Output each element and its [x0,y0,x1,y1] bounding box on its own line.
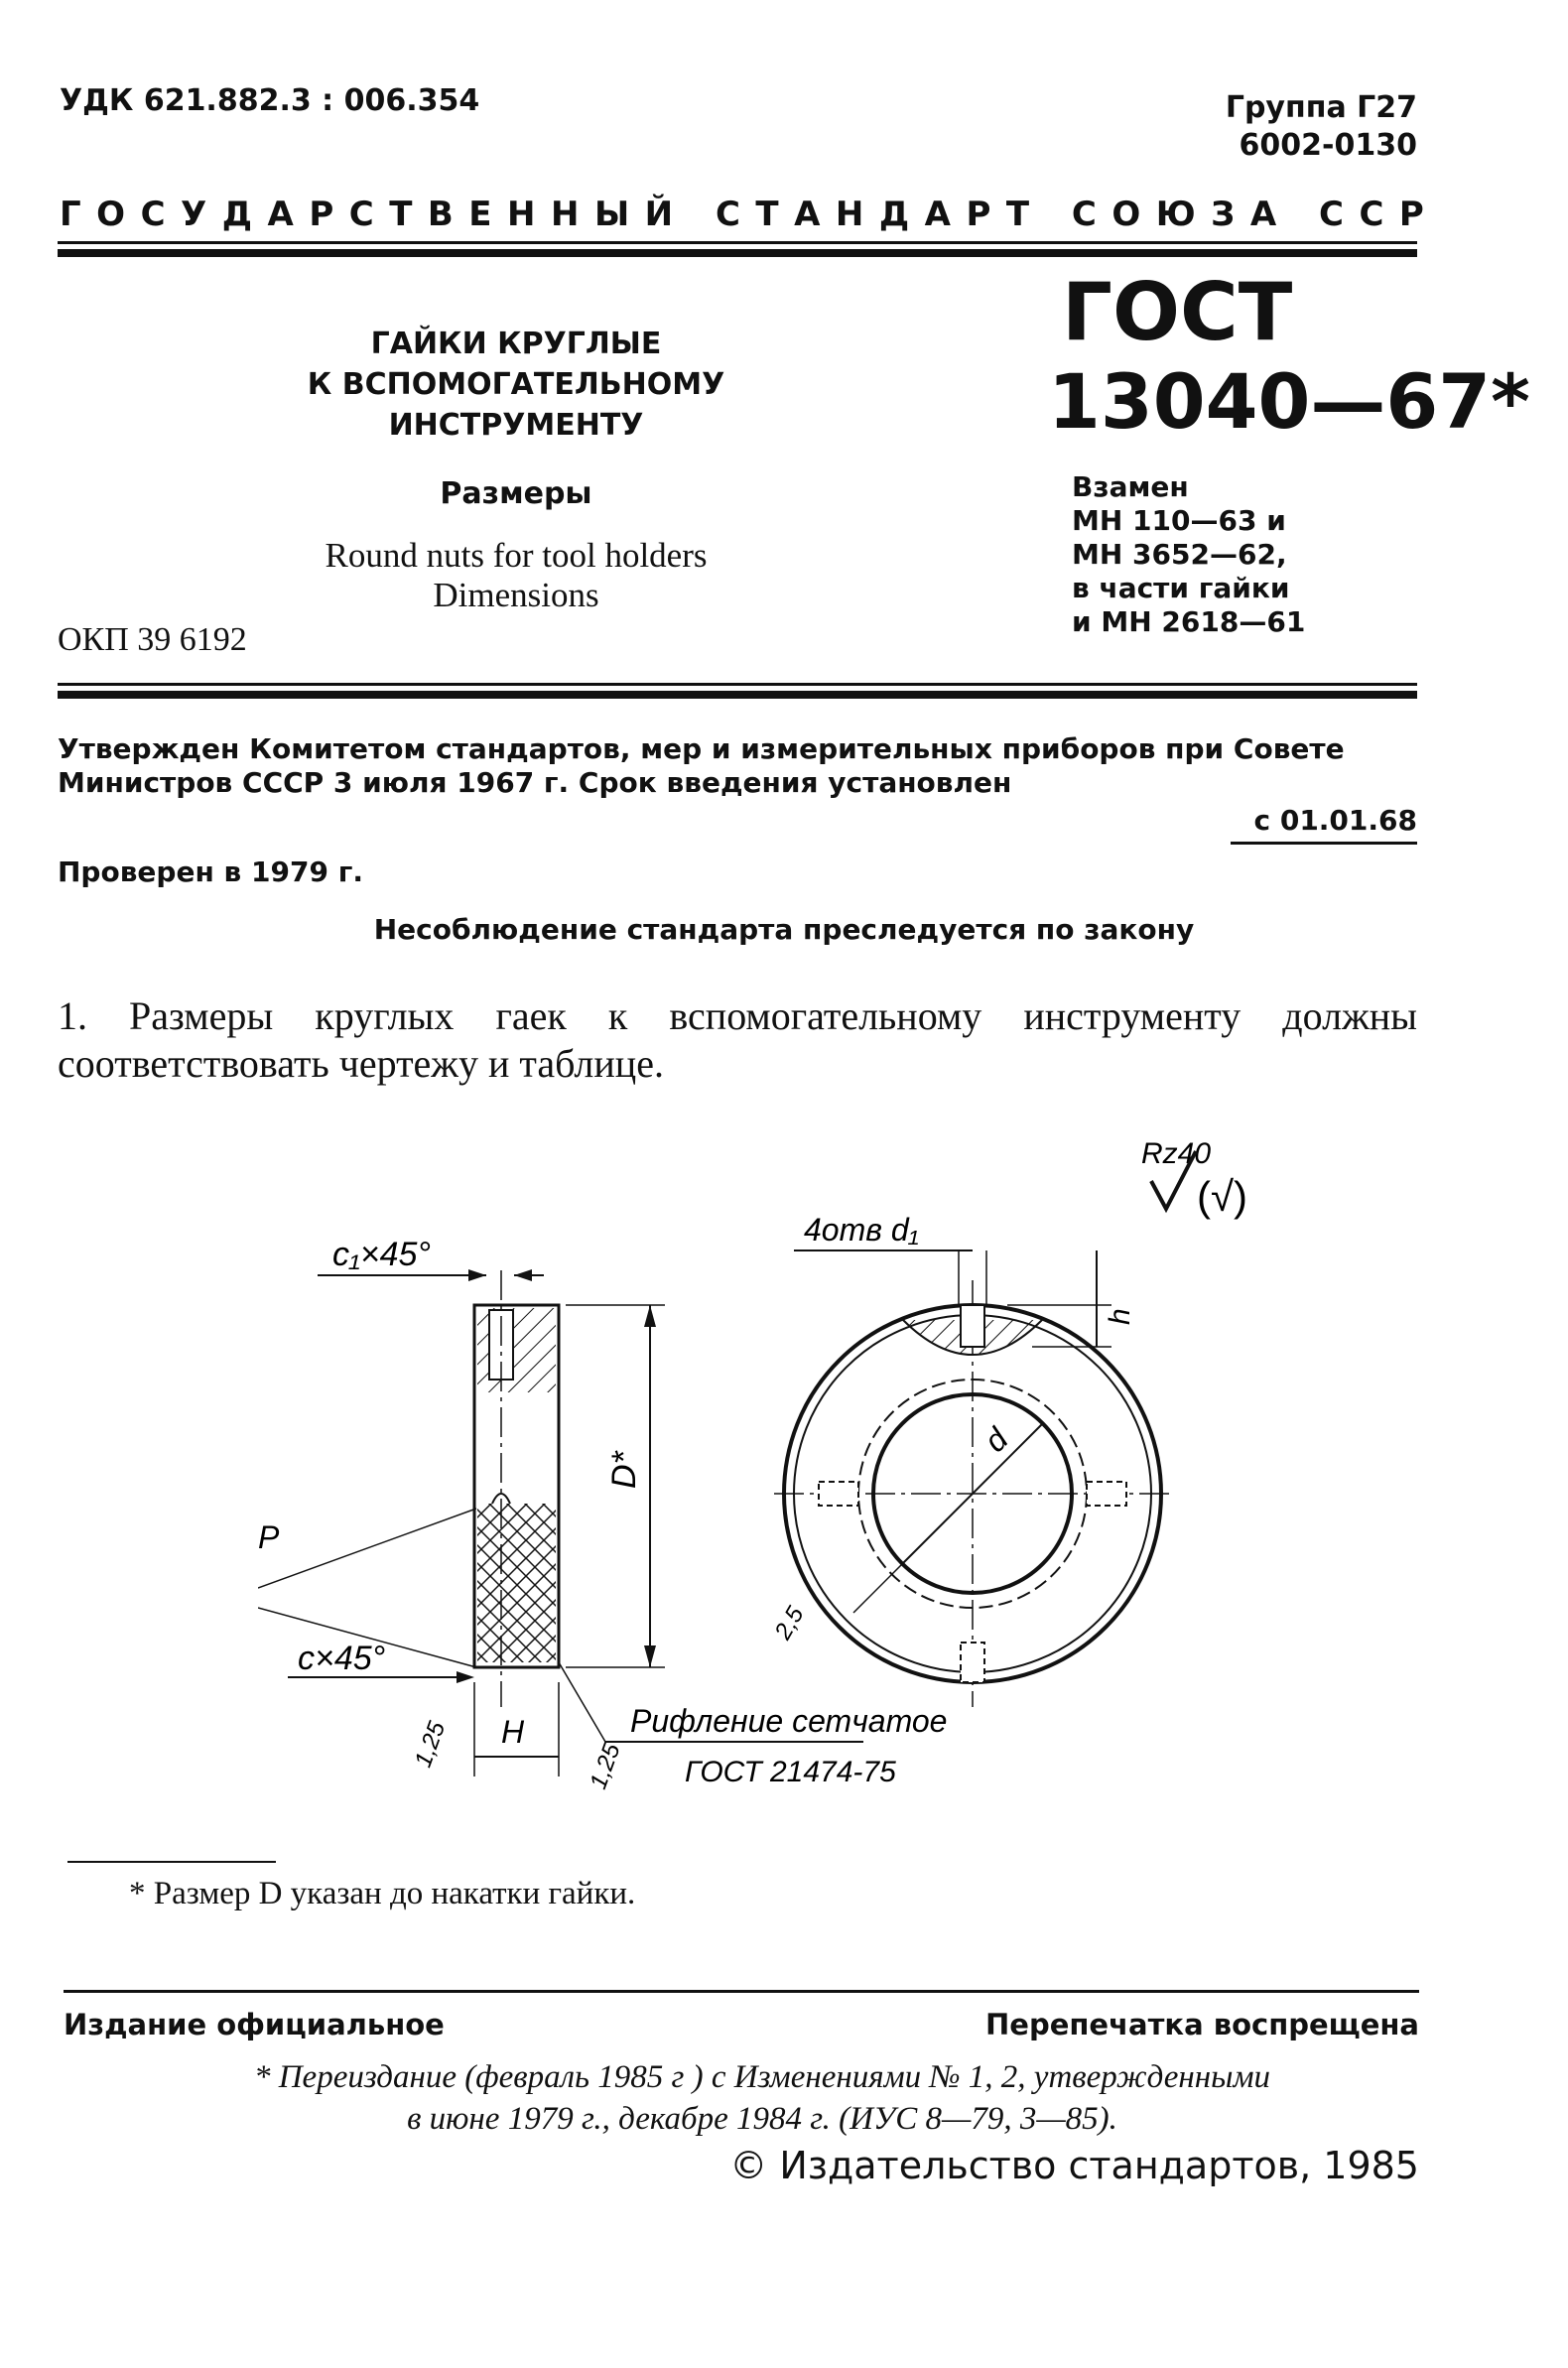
reissue-line-2: в июне 1979 г., декабре 1984 г. (ИУС 8—79, 3—85). [407,2101,1117,2137]
title-line-3: ИНСТРУМЕНТУ [388,408,644,443]
group-code [1226,89,1417,165]
label-c1: c₁×45° [332,1236,431,1273]
effective-date: с 01.01.68 [1253,804,1417,837]
roughness-symbol [1141,1137,1247,1220]
replaces-line-2: МН 110—63 и [1072,504,1286,537]
label-H: H [501,1714,525,1750]
document-subtitle: Размеры [440,476,592,511]
side-view [258,1236,947,1792]
english-title-line-1: Round nuts for tool holders [325,536,708,575]
copyright: © Издательство стандартов, 1985 [729,2144,1419,2187]
title-rule-thin [58,683,1417,686]
label-2-5: 2,5 [769,1602,810,1644]
okp-code: ОКП 39 6192 [58,621,247,658]
label-125-left: 1,25 [409,1718,452,1772]
footnote-rule [67,1861,276,1863]
reprint-prohibited: Перепечатка воспрещена [985,2008,1419,2041]
checked-note: Проверен в 1979 г. [58,855,363,888]
udk-code: УДК 621.882.3 : 006.354 [60,83,480,118]
group-line-2: 6002-0130 [1239,128,1417,163]
replaces-block [1072,470,1419,639]
reissue-note [147,2056,1377,2140]
replaces-line-5: и МН 2618—61 [1072,605,1306,638]
header-rule-thick [58,249,1417,257]
technical-drawing [258,1112,1350,1826]
label-D: D* [605,1451,643,1489]
knurl-standard: ГОСТ 21474-75 [685,1756,896,1788]
approval-text: Утвержден Комитетом стандартов, мер и измерительных приборов при Совете Министров СССР 3 июля 1967 г. Срок введения установлен [58,732,1345,799]
label-125-right: 1,25 [585,1740,626,1793]
title-rule-thick [58,691,1417,699]
roughness-label: Rz40 [1141,1137,1212,1170]
knurl-label: Рифление сетчатое [630,1703,948,1739]
state-standard-heading: ГОСУДАРСТВЕННЫЙ СТАНДАРТ СОЮЗА ССР [60,195,1440,234]
label-c: c×45° [298,1640,386,1677]
english-title [248,536,784,615]
paragraph-1: 1. Размеры круглых гаек к вспомогательному инструменту должны соответствовать чертежу и таблице. [58,993,1417,1086]
group-line-1: Группа Г27 [1225,90,1417,125]
footer-rule [64,1990,1419,1993]
title-line-2: К ВСПОМОГАТЕЛЬНОМУ [307,367,725,402]
label-h: h [1104,1308,1136,1325]
header-rule-thin [58,241,1417,244]
english-title-line-2: Dimensions [433,576,599,614]
official-edition: Издание официальное [64,2008,445,2041]
label-P: P [258,1519,280,1555]
gost-label: ГОСТ [1062,266,1293,358]
document-title [288,324,744,446]
footnote: * Размер D указан до накатки гайки. [129,1876,636,1911]
replaces-line-4: в части гайки [1072,572,1290,604]
title-line-1: ГАЙКИ КРУГЛЫЕ [370,327,662,361]
holes-label: 4отв d₁ [804,1212,919,1248]
label-d: d [977,1420,1015,1459]
replaces-line-1: Взамен [1072,470,1189,503]
reissue-line-1: * Переиздание (февраль 1985 г ) с Изменениями № 1, 2, утвержденными [253,2059,1271,2095]
gost-number: 13040—67* [1048,357,1530,446]
effective-underline [1231,842,1417,845]
penalty-note: Несоблюдение стандарта преследуется по закону [373,913,1195,946]
front-view [769,1212,1171,1707]
roughness-paren: (√) [1197,1173,1248,1220]
replaces-line-3: МН 3652—62, [1072,538,1287,571]
